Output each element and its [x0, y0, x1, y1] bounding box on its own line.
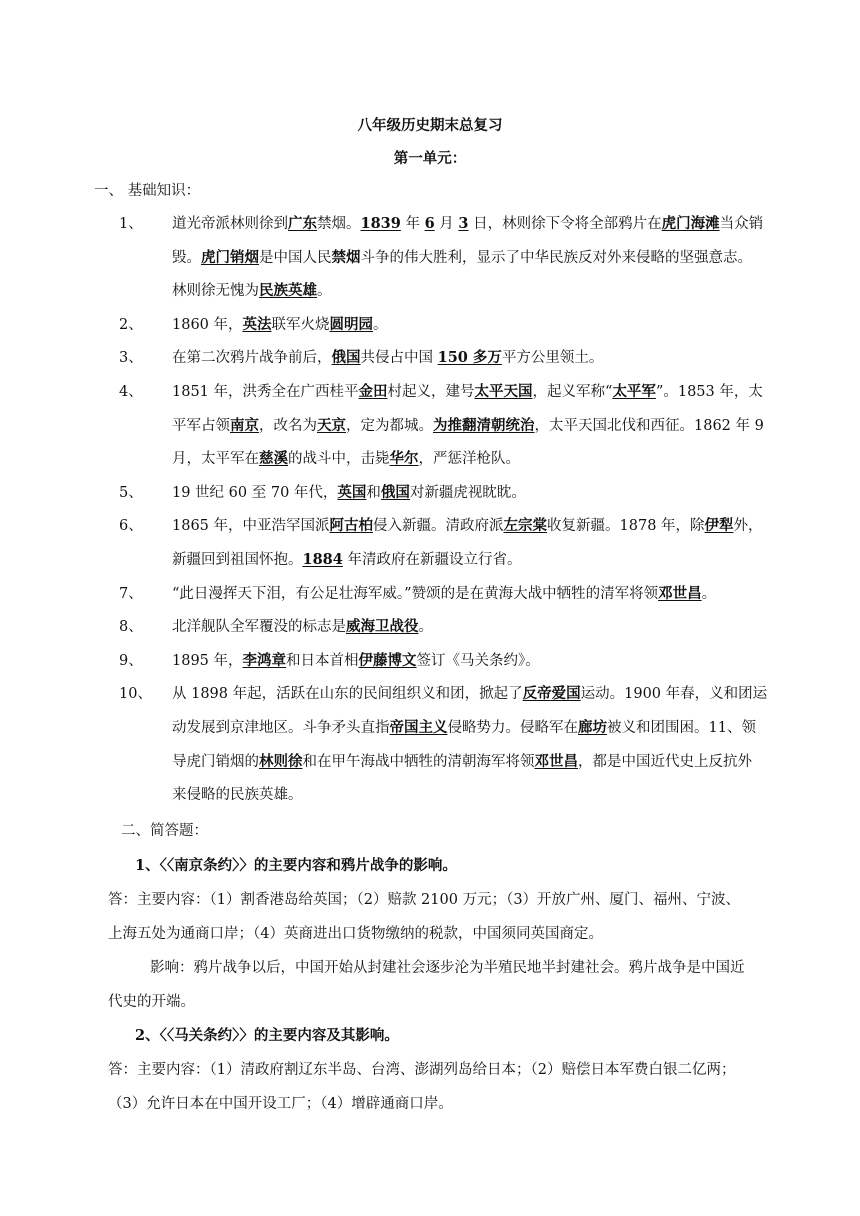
item-text-line: [172, 248, 752, 268]
key-term: 6: [424, 215, 435, 232]
item-number: 4、: [119, 384, 143, 400]
item-text-line: [172, 718, 756, 738]
answer-1-line-4: 代史的开端。: [108, 994, 195, 1010]
key-term: 金田: [358, 383, 388, 400]
text-segment: 禁烟。: [317, 216, 361, 232]
key-term: 虎门海滩: [661, 215, 720, 232]
document-title: 八年级历史期末总复习: [357, 117, 503, 134]
question-2: 2、〈〈马关条约〉〉的主要内容及其影响。: [135, 1027, 399, 1044]
text-segment: 是中国人民: [259, 249, 332, 266]
text-segment: 。: [373, 316, 388, 333]
text-segment: 道光帝派林则徐到: [172, 216, 288, 232]
text-segment: 。: [418, 619, 433, 636]
key-term: 南京: [230, 416, 259, 434]
text-segment: ，严惩洋枪队。: [418, 451, 520, 468]
key-term: 为推翻清朝统治: [433, 416, 535, 434]
text-segment: 村起义，建号: [387, 384, 475, 400]
text-segment: 19 世纪 60 至 70 年代，: [172, 484, 338, 501]
item-text-line: [172, 516, 763, 536]
text-segment: 侵略势力。侵略军在: [447, 720, 578, 736]
text-segment: 联军火烧: [271, 316, 330, 333]
key-term: 伊犁: [704, 517, 734, 535]
answer-2-line-2: （3）允许日本在中国开设工厂；（4）增辟通商口岸。: [108, 1096, 453, 1112]
key-term: 林则徐: [259, 752, 303, 770]
text-segment: 年清政府在新疆设立行省。: [342, 552, 522, 568]
text-segment: 1895 年，: [172, 652, 243, 669]
text-segment: 年: [400, 216, 425, 232]
text-segment: ”。1853 年，太: [655, 384, 763, 400]
text-segment: 来侵略的民族英雄。: [172, 787, 303, 804]
item-number: 8、: [119, 619, 143, 636]
text-segment: 新疆回到祖国怀抱。: [172, 552, 303, 568]
text-segment: 动发展到京津地区。斗争矛头直指: [172, 720, 390, 736]
key-term: 俄国: [331, 349, 361, 367]
text-segment: 外，: [733, 518, 763, 535]
text-segment: 对新疆虎视眈眈。: [409, 484, 526, 501]
text-segment: “此日漫挥天下泪，有公足壮海军威。”赞颂的是在黄海大战中牺牲的清军将领: [172, 585, 659, 602]
key-term: 圆明园: [329, 315, 374, 333]
text-segment: 运动。1900 年春，义和团运: [580, 686, 768, 703]
item-text-line: [172, 214, 763, 234]
text-segment: ，太平天国北伐和西征。1862 年 9: [534, 417, 764, 434]
text-segment: 禁烟: [331, 248, 361, 266]
key-term: 帝国主义: [389, 719, 448, 736]
answer-1-line-3: 影响：鸦片战争以后，中国开始从封建社会逐步沦为半殖民地半封建社会。鸦片战争是中国近: [150, 960, 745, 976]
answer-2-line-1: 答：主要内容：（1）清政府割辽东半岛、台湾、澎湖列岛给日本；（2）赔偿日本军费白银二亿两；: [108, 1062, 736, 1078]
text-segment: 斗争的伟大胜利，显示了中华民族反对外来侵略的坚强意志。: [360, 249, 752, 266]
key-term: 廊坊: [578, 719, 607, 736]
text-segment: 月: [434, 216, 459, 232]
item-text-line: [172, 752, 752, 772]
text-segment: ，定为都城。: [346, 417, 433, 434]
key-term: 英法: [242, 315, 272, 333]
text-segment: 毁。: [172, 249, 201, 266]
text-segment: 林则徐无愧为: [172, 283, 259, 300]
item-number: 9、: [119, 652, 143, 669]
text-segment: 导虎门销烟的: [172, 753, 259, 770]
item-text-line: [172, 684, 767, 704]
text-segment: 和日本首相: [286, 652, 359, 669]
answer-1-line-2: 上海五处为通商口岸；（4）英商进出口货物缴纳的税款，中国须同英国商定。: [108, 926, 603, 942]
key-term: 150 多万: [437, 349, 502, 367]
text-segment: 收复新疆。1878 年，除: [547, 518, 705, 535]
key-term: 李鸿章: [242, 651, 287, 669]
key-term: 反帝爱国: [522, 685, 581, 703]
text-segment: 1851 年，洪秀全在广西桂平: [172, 384, 359, 400]
text-segment: 在第二次鸦片战争前后，: [172, 350, 332, 367]
text-segment: 。: [701, 585, 717, 602]
text-segment: 月，太平军在: [172, 451, 259, 468]
item-text-line: [172, 584, 716, 604]
text-segment: 签订《马关条约》。: [416, 652, 540, 669]
text-segment: 当众销: [719, 216, 764, 232]
item-text-line: [172, 617, 433, 637]
unit-heading: 第一单元：: [393, 150, 467, 167]
text-segment: 。: [317, 283, 332, 300]
key-term: 威海卫战役: [346, 618, 419, 636]
text-segment: 日，林则徐下令将全部鸦片在: [468, 216, 662, 232]
key-term: 太平天国: [474, 383, 533, 400]
section-short-answer: 二、简答题：: [121, 823, 208, 839]
key-term: 太平军: [612, 383, 656, 400]
key-term: 1839: [360, 215, 401, 232]
text-segment: 平方公里领土。: [501, 350, 604, 367]
item-text-line: [172, 416, 764, 436]
item-number: 2、: [119, 316, 143, 333]
text-segment: 平军占领: [172, 417, 230, 434]
text-segment: ，都是中国近代史上反抗外: [578, 753, 752, 770]
key-term: 邓世昌: [534, 752, 578, 770]
key-term: 广东: [288, 215, 317, 232]
item-text-line: [172, 315, 388, 335]
text-segment: 侵入新疆。清政府派: [373, 518, 504, 535]
text-segment: 1865 年，中亚浩罕国派: [172, 518, 330, 535]
key-term: 英国: [337, 483, 367, 501]
item-text-line: [172, 651, 540, 671]
item-text-line: [172, 785, 303, 805]
text-segment: 北洋舰队全军覆没的标志是: [172, 619, 346, 636]
item-number: 6、: [119, 518, 143, 535]
text-segment: 共侵占中国: [360, 350, 438, 367]
text-segment: ，起义军称“: [532, 384, 613, 400]
text-segment: ，改名为: [259, 417, 317, 434]
item-text-line: [172, 449, 520, 469]
key-term: 1884: [302, 551, 343, 568]
key-term: 伊藤博文: [358, 651, 417, 669]
answer-1-line-1: 答：主要内容：（1）割香港岛给英国；（2）赔款 2100 万元；（3）开放广州、厦门、福州、宁波、: [108, 892, 741, 908]
item-text-line: [172, 550, 521, 570]
item-text-line: [172, 382, 763, 402]
text-segment: 的战斗中，击毙: [288, 451, 390, 468]
item-number: 3、: [119, 350, 143, 367]
text-segment: 和: [366, 484, 381, 501]
key-term: 虎门销烟: [201, 248, 259, 266]
text-segment: 从 1898 年起，活跃在山东的民间组织义和团，掀起了: [172, 686, 523, 703]
text-segment: 和在甲午海战中牺牲的清朝海军将领: [302, 753, 535, 770]
item-text-line: [172, 281, 332, 301]
key-term: 华尔: [389, 450, 419, 468]
section-basic-knowledge: 一、 基础知识：: [94, 183, 201, 199]
key-term: 邓世昌: [658, 584, 702, 602]
text-segment: 被义和团围困。11、领: [607, 720, 756, 736]
item-number: 10、: [119, 686, 152, 703]
item-number: 7、: [119, 585, 143, 602]
item-number: 1、: [119, 216, 143, 232]
key-term: 民族英雄: [259, 282, 317, 300]
item-number: 5、: [119, 484, 143, 501]
key-term: 慈溪: [259, 450, 288, 468]
item-text-line: [172, 483, 526, 503]
item-text-line: [172, 348, 603, 368]
key-term: 3: [458, 215, 469, 232]
question-1: 1、〈〈南京条约〉〉的主要内容和鸦片战争的影响。: [135, 857, 457, 874]
key-term: 俄国: [380, 483, 410, 501]
text-segment: 1860 年，: [172, 316, 243, 333]
key-term: 阿古柏: [329, 517, 374, 535]
key-term: 左宗棠: [503, 517, 548, 535]
key-term: 天京: [317, 416, 346, 434]
